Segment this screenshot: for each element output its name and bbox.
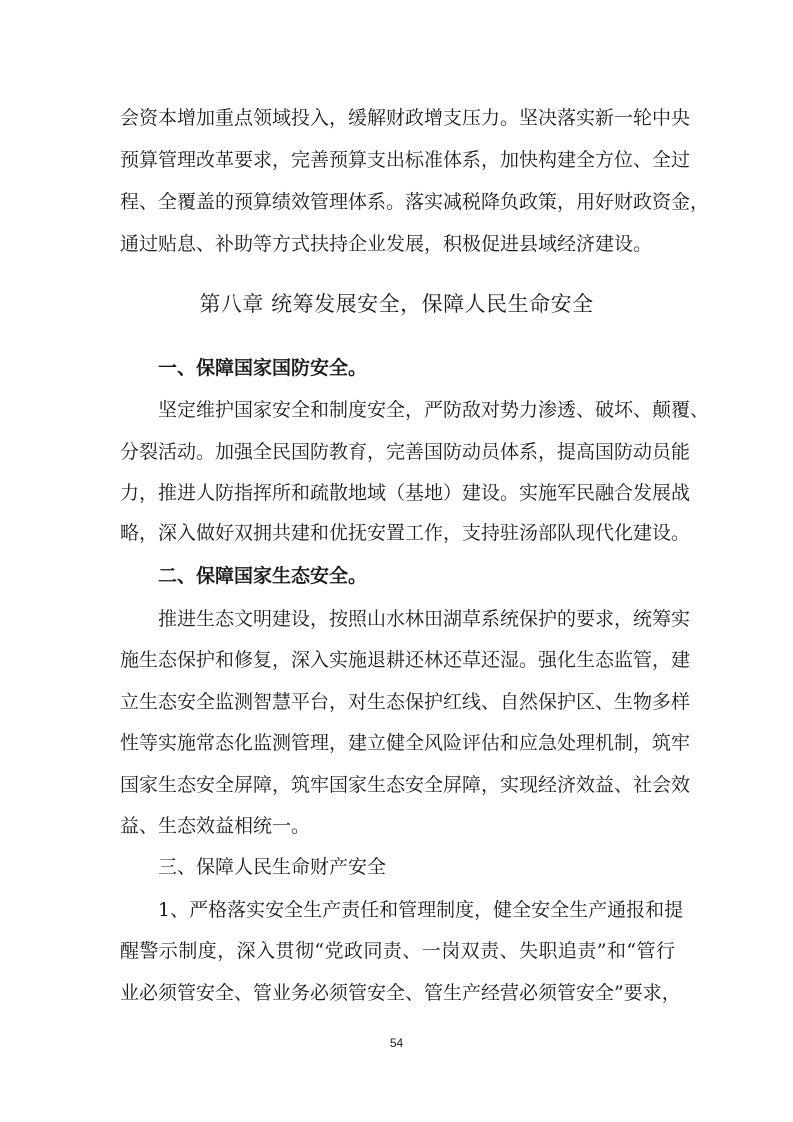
section2-line-6: 益、生态效益相统一。 (120, 815, 311, 837)
intro-line-1: 会资本增加重点领域投入，缓解财政增支压力。坚决落实新一轮中央 (120, 107, 691, 129)
intro-line-4: 通过贴息、补助等方式扶持企业发展，积极促进县域经济建设。 (120, 233, 653, 255)
page-number: 54 (389, 1036, 404, 1050)
section-heading-ecology: 二、保障国家生态安全。 (158, 565, 368, 587)
section2-line-3: 立生态安全监测智慧平台，对生态保护红线、自然保护区、生物多样 (120, 691, 691, 713)
intro-line-2: 预算管理改革要求，完善预算支出标准体系，加快构建全方位、全过 (120, 149, 691, 171)
section1-line-1: 坚定维护国家安全和制度安全，严防敌对势力渗透、破坏、颠覆、 (158, 399, 710, 421)
section2-line-1: 推进生态文明建设，按照山水林田湖草系统保护的要求，统筹实 (158, 608, 691, 630)
section2-line-5: 国家生态安全屏障，筑牢国家生态安全屏障，实现经济效益、社会效 (120, 774, 691, 796)
section1-line-2: 分裂活动。加强全民国防教育，完善国防动员体系，提高国防动员能 (120, 441, 691, 463)
section-heading-defense: 一、保障国家国防安全。 (158, 357, 368, 379)
intro-line-3: 程、全覆盖的预算绩效管理体系。落实减税降负政策，用好财政资金， (120, 191, 710, 213)
section3-line-2: 醒警示制度，深入贯彻“党政同责、一岗双责、失职追责”和“管行 (120, 940, 675, 962)
section3-line-3: 业必须管安全、管业务必须管安全、管生产经营必须管安全”要求， (120, 982, 681, 1004)
section-heading-life-property: 三、保障人民生命财产安全 (158, 856, 387, 878)
chapter-title: 第八章 统筹发展安全，保障人民生命安全 (199, 292, 594, 316)
section2-line-2: 施生态保护和修复，深入实施退耕还林还草还湿。强化生态监管，建 (120, 649, 691, 671)
section1-line-3: 力，推进人防指挥所和疏散地域（基地）建设。实施军民融合发展战 (120, 482, 691, 504)
section2-line-4: 性等实施常态化监测管理，建立健全风险评估和应急处理机制，筑牢 (120, 732, 691, 754)
section1-line-4: 略，深入做好双拥共建和优抚安置工作，支持驻汤部队现代化建设。 (120, 522, 691, 544)
section3-line-1: 1、严格落实安全生产责任和管理制度，健全安全生产通报和提 (158, 899, 684, 921)
